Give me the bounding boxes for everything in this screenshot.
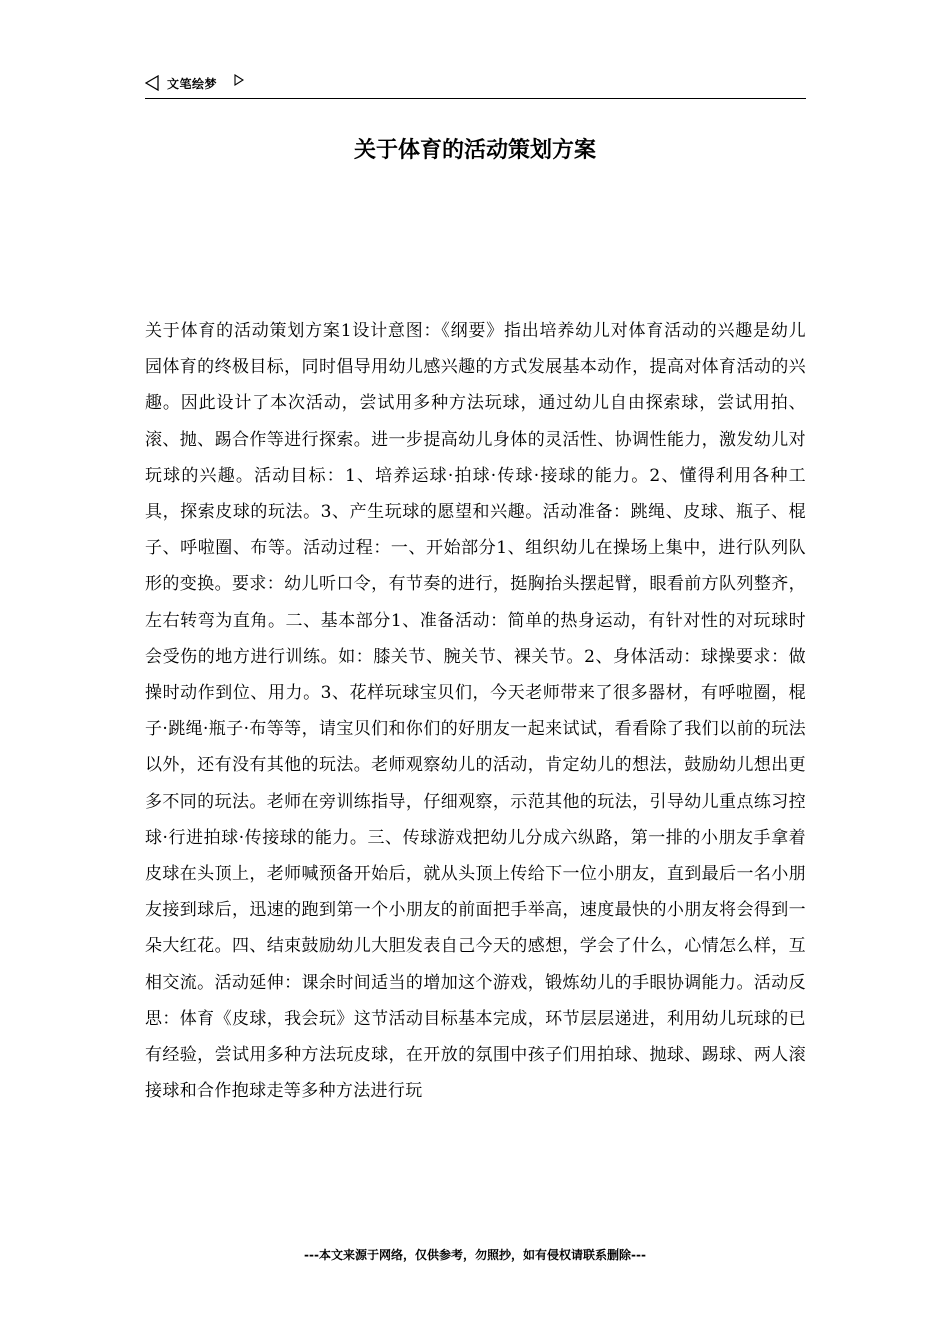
footer-disclaimer: ---本文来源于网络，仅供参考，勿照抄，如有侵权请联系删除--- bbox=[304, 1248, 646, 1262]
document-title: 关于体育的活动策划方案 bbox=[353, 138, 596, 163]
document-body: 关于体育的活动策划方案1设计意图：《纲要》指出培养幼儿对体育活动的兴趣是幼儿园体育的终极目标，同时倡导用幼儿感兴趣的方式发展基本动作，提高对体育活动的兴趣。因此设计了本次活动，尝试用多种方法玩球，通过幼儿自由探索球，尝试用拍、滚、抛、踢合作等进行探索。进一步提高幼儿身体的灵活性、协调性能力，激发幼儿对玩球的兴趣。活动目标：1、培养运球·拍球·传球·接球的能力。2、懂得利用各种工具，探索皮球的玩法。3、产生玩球的愿望和兴趣。活动准备：跳绳、皮球、瓶子、棍子、呼啦圈、布等。活动过程：一、开始部分1、组织幼儿在操场上集中，进行队列队形的变换。要求：幼儿听口令，有节奏的进行，挺胸抬头摆起臂，眼看前方队列整齐，左右转弯为直角。二、基本部分1、准备活动：简单的热身运动，有针对性的对玩球时会受伤的地方进行训练。如：膝关节、腕关节、裸关节。2、身体活动：球操要求：做操时动作到位、用力。3、花样玩球宝贝们，今天老师带来了很多器材，有呼啦圈，棍子·跳绳·瓶子·布等等，请宝贝们和你们的好朋友一起来试试，看看除了我们以前的玩法以外，还有没有其他的玩法。老师观察幼儿的活动，肯定幼儿的想法，鼓励幼儿想出更多不同的玩法。老师在旁训练指导，仔细观察，示范其他的玩法，引导幼儿重点练习控球·行进拍球·传接球的能力。三、传球游戏把幼儿分成六纵路，第一排的小朋友手拿着皮球在头顶上，老师喊预备开始后，就从头顶上传给下一位小朋友，直到最后一名小朋友接到球后，迅速的跑到第一个小朋友的前面把手举高，速度最快的小朋友将会得到一朵大红花。四、结束鼓励幼儿大胆发表自己今天的感想，学会了什么，心情怎么样，互相交流。活动延伸：课余时间适当的增加这个游戏，锻炼幼儿的手眼协调能力。活动反思：体育《皮球，我会玩》这节活动目标基本完成，环节层层递进，利用幼儿玩球的已有经验，尝试用多种方法玩皮球，在开放的氛围中孩子们用拍球、抛球、踢球、两人滚接球和合作抱球走等多种方法进行玩 bbox=[145, 321, 806, 1102]
triangle-right-outline-icon bbox=[234, 74, 244, 86]
header-brand: 文笔绘梦 bbox=[167, 77, 218, 91]
page-header bbox=[145, 72, 806, 99]
triangle-left-outline-icon bbox=[145, 75, 159, 91]
